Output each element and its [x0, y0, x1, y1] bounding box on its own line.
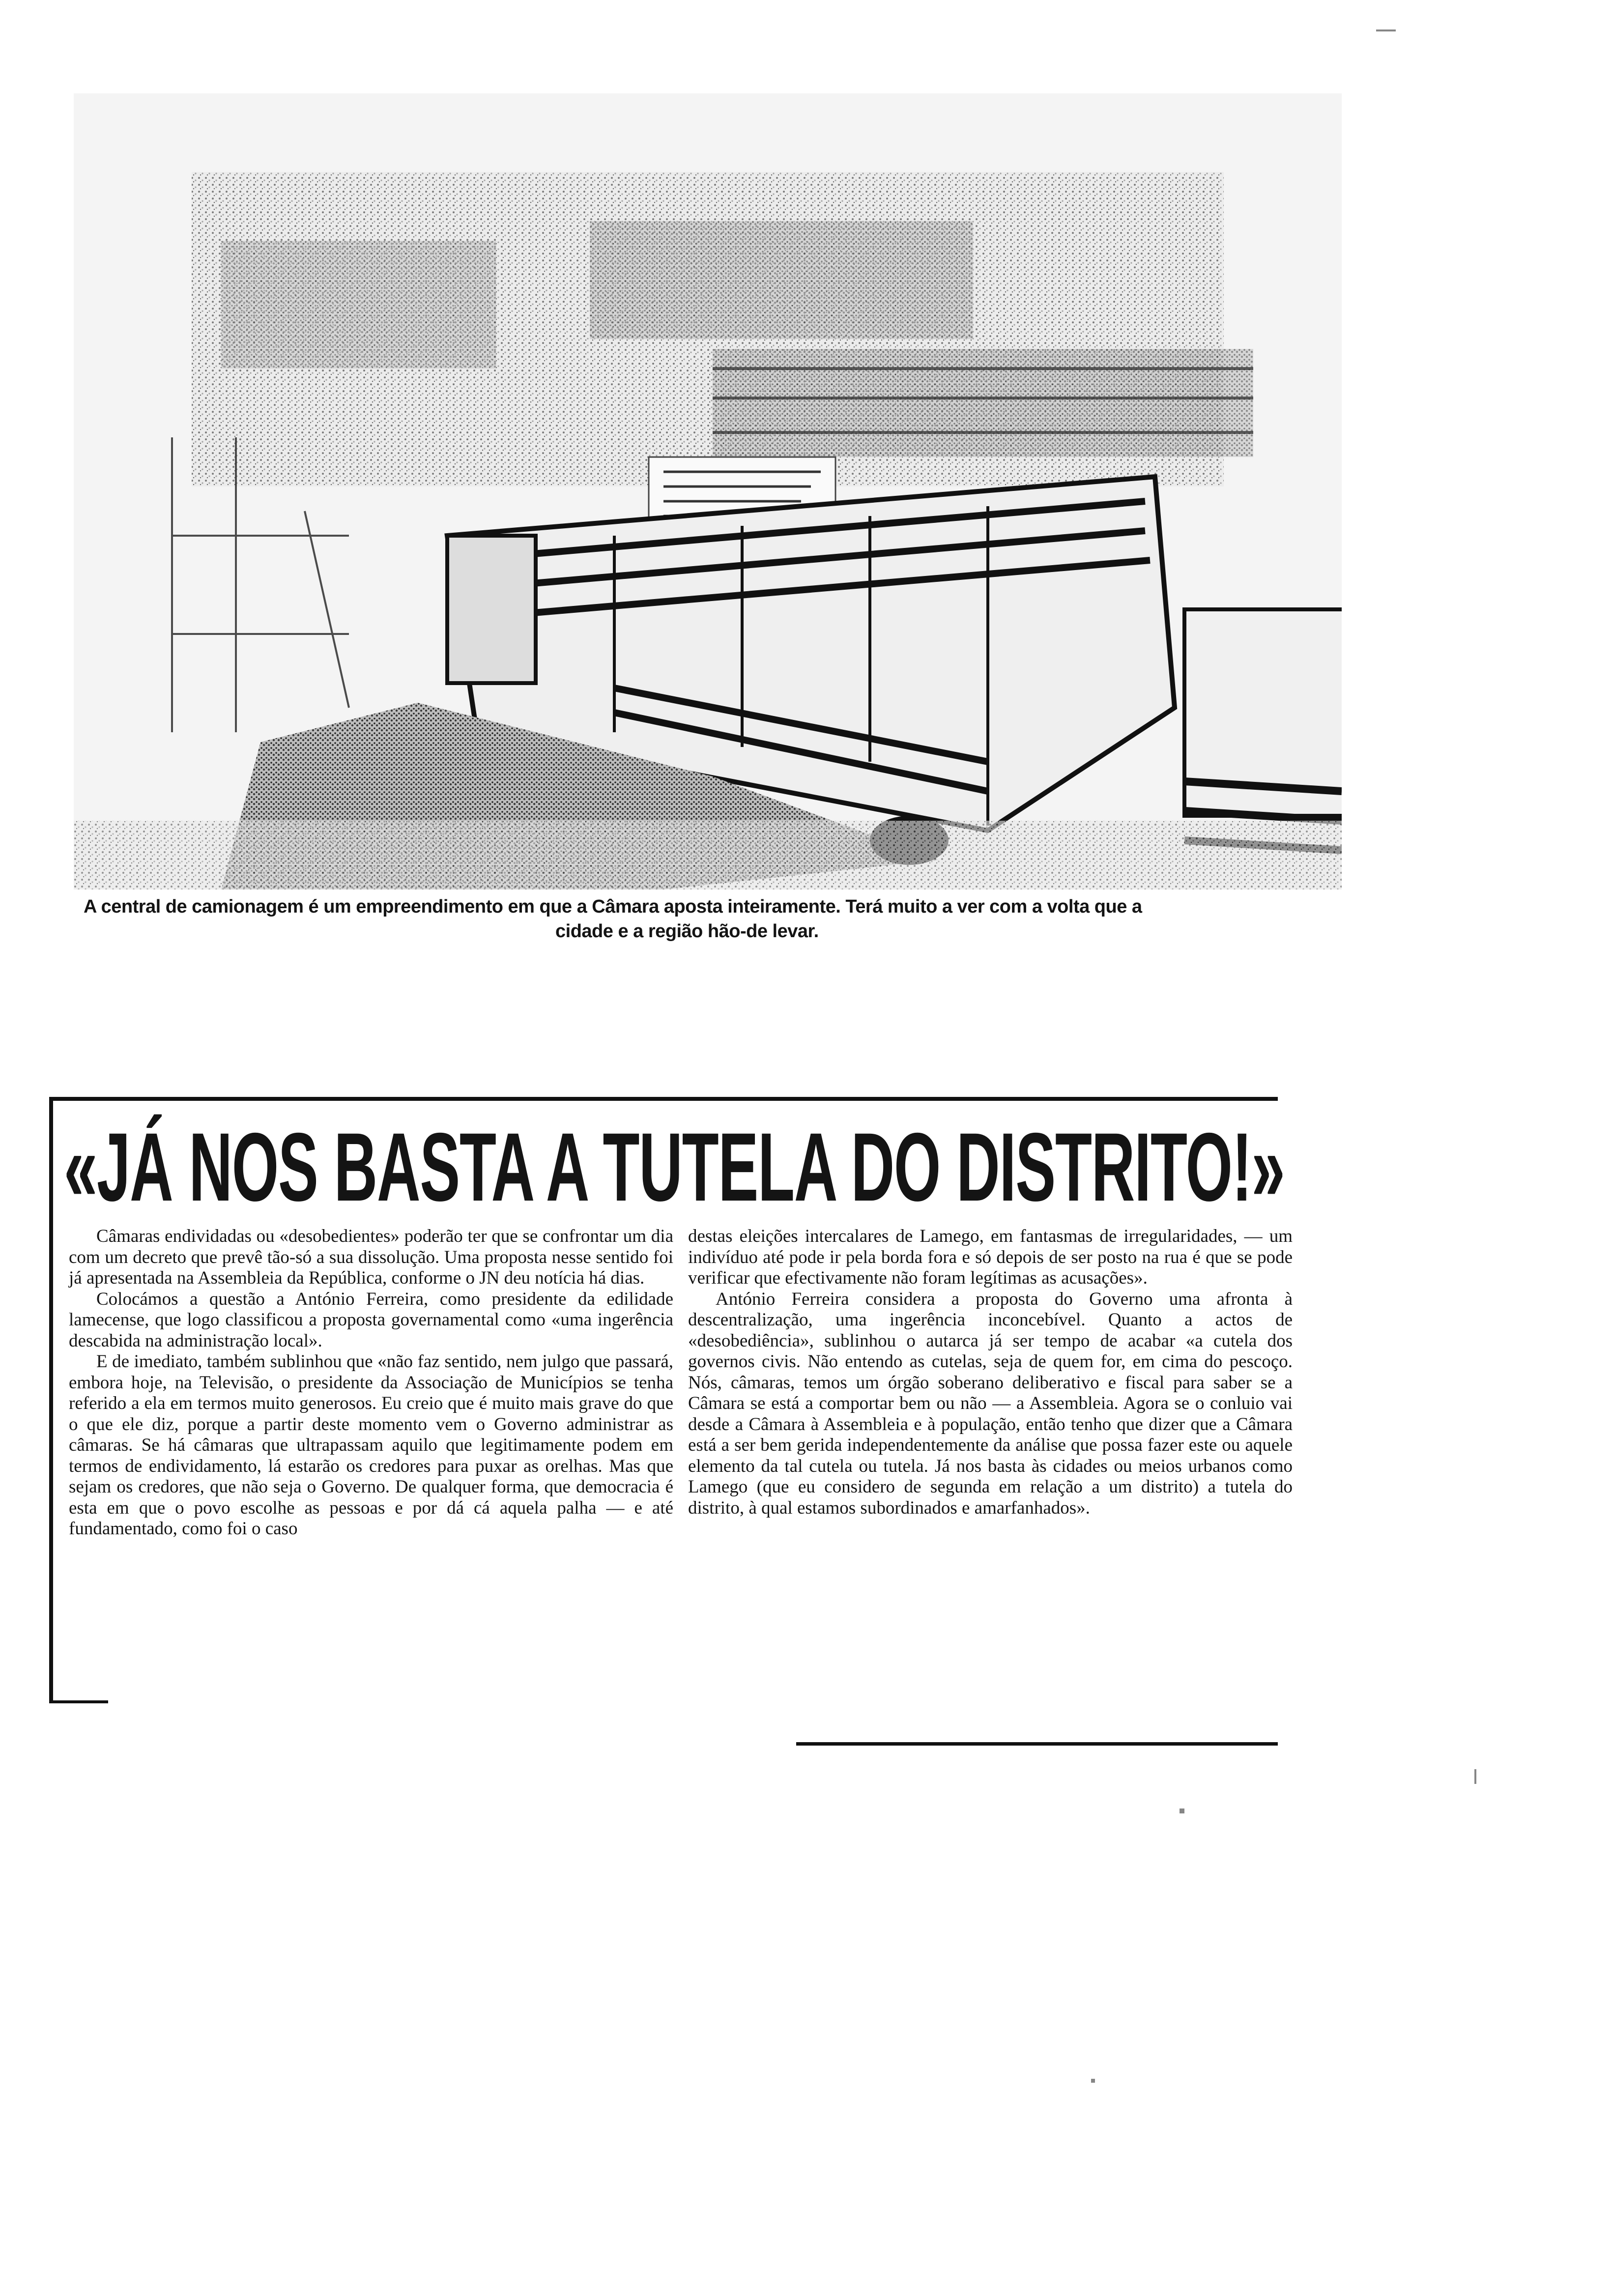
scan-speck [1376, 29, 1396, 31]
article-column-left [69, 1226, 673, 1540]
caption-line-2: cidade e a região hão-de levar. [555, 921, 819, 942]
bus-construction-photo [74, 93, 1342, 890]
top-rule [49, 1097, 1278, 1101]
photo-caption [84, 894, 1342, 944]
bottom-left-rule [49, 1700, 108, 1703]
scan-speck [1474, 1769, 1476, 1784]
headline: «JÁ NOS BASTA A TUTELA DO DISTRITO!» [64, 1113, 1285, 1221]
bottom-rule [796, 1742, 1278, 1746]
headline-left-rule [49, 1097, 53, 1701]
article-column-right [688, 1226, 1293, 1519]
scan-speck [1091, 2079, 1095, 2083]
paragraph: António Ferreira considera a proposta do Governo uma afronta à descentralização, uma ingerência inconcebível. Quanto a actos de «desobediência», sublinhou o autarca já ser tempo de acabar «a cutela dos governos civis. Não entendo as cutelas, seja de quem for, em cima do pescoço. Nós, câmaras, temos um órgão soberano deliberativo e fiscal para saber se a Câmara se está a comportar bem ou não — a Assembleia. Agora se o conluio vai desde a Câmara à Assembleia e à população, então tenho que dizer que a Câmara está a ser bem gerida independentemente da análise que possa fazer este ou aquele elemento da tal cutela ou tutela. Já nos basta às cidades ou meios urbanos como Lamego (que eu considero de segunda em relação a um distrito) a tutela do distrito, à qual estamos subordinados e amarfanhados». [688, 1289, 1293, 1518]
paragraph: E de imediato, também sublinhou que «não faz sentido, nem julgo que passará, embora hoje, na Televisão, o presidente da Associação de Municípios se tenha referido a ela em termos muito generosos. Eu creio que é muito mais grave do que o que ele diz, porque a partir deste momento vem o Governo administrar as câmaras. Se há câmaras que ultrapassam aquilo que legitimamente podem em termos de endividamento, lá estarão os credores para puxar as orelhas. Mas que sejam os credores, que não seja o Governo. De qualquer forma, que democracia é esta em que o povo escolhe as pessoas e por dá cá aquela palha — e até fundamentado, como foi o caso [69, 1351, 673, 1539]
paragraph: Câmaras endividadas ou «desobedientes» poderão ter que se confrontar um dia com um decreto que prevê tão-só a sua dissolução. Uma proposta nesse sentido foi já apresentada na Assembleia da República, conforme o JN deu notícia há dias. [69, 1226, 673, 1288]
paragraph: Colocámos a questão a António Ferreira, como presidente da edilidade lamecense, que logo classificou a proposta governamental como «uma ingerência descabida na administração local». [69, 1289, 673, 1351]
scan-speck [1180, 1808, 1184, 1813]
paragraph: destas eleições intercalares de Lamego, em fantasmas de irregularidades, — um indivíduo até pode ir pela borda fora e só depois de ser posto na rua é que se pode verificar que efectivamente não foram legítimas as acusações». [688, 1226, 1293, 1288]
news-photo [74, 93, 1342, 890]
caption-line-1: A central de camionagem é um empreendimento em que a Câmara aposta inteiramente. Terá muito a ver com a volta que a [84, 896, 1142, 917]
